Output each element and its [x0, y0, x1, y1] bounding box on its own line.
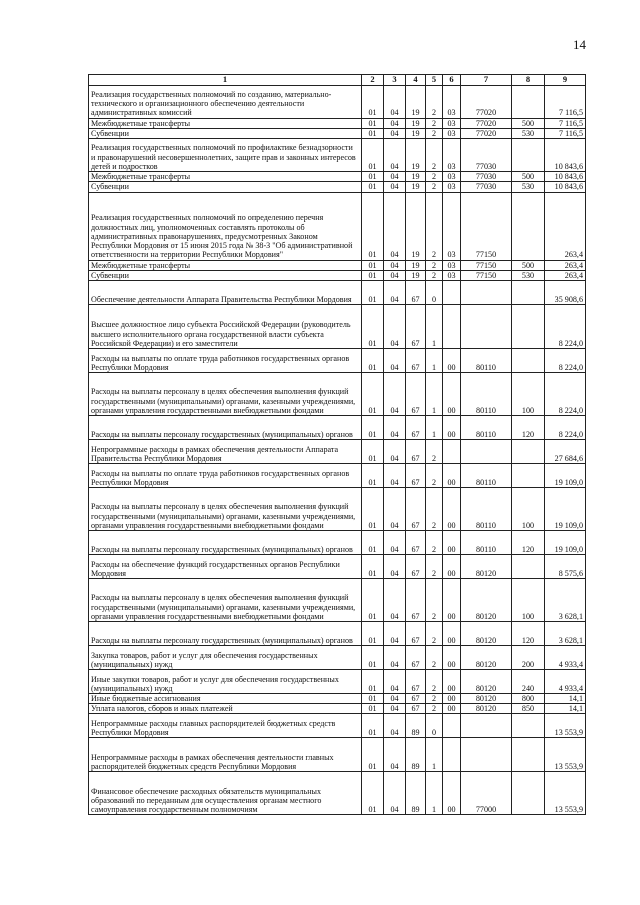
expense-code-cell [461, 281, 512, 305]
table-row [89, 182, 586, 192]
subprogram-code-cell: 1 [426, 772, 443, 815]
amount-cell: 19 109,0 [545, 464, 586, 488]
amount-cell: 19 109,0 [545, 488, 586, 531]
table-row [89, 305, 586, 349]
amount-cell: 27 684,6 [545, 440, 586, 464]
direction-code-cell: 03 [443, 182, 461, 192]
expense-type-cell: 120 [512, 416, 545, 440]
expense-code-cell: 77030 [461, 172, 512, 182]
amount-cell: 7 116,5 [545, 128, 586, 138]
subprogram-code-cell: 2 [426, 192, 443, 260]
expense-type-cell: 200 [512, 646, 545, 670]
row-name-cell: Уплата налогов, сборов и иных платежей [89, 704, 362, 714]
section-code-cell: 01 [362, 182, 384, 192]
row-name-cell: Иные бюджетные ассигнования [89, 694, 362, 704]
subprogram-code-cell: 2 [426, 118, 443, 128]
amount-cell: 263,4 [545, 192, 586, 260]
row-name-cell: Расходы на выплаты персоналу государственных (муниципальных) органов [89, 531, 362, 555]
program-code-cell: 67 [406, 670, 426, 694]
table-row [89, 416, 586, 440]
table-row [89, 694, 586, 704]
subprogram-code-cell: 2 [426, 172, 443, 182]
subprogram-code-cell: 2 [426, 139, 443, 172]
direction-code-cell [443, 281, 461, 305]
row-name-cell: Расходы на выплаты персоналу государственных (муниципальных) органов [89, 622, 362, 646]
column-header: 2 [362, 75, 384, 86]
expense-code-cell: 77030 [461, 139, 512, 172]
subsection-code-cell: 04 [384, 772, 406, 815]
subsection-code-cell: 04 [384, 670, 406, 694]
expense-type-cell [512, 349, 545, 373]
subsection-code-cell: 04 [384, 694, 406, 704]
table-row [89, 714, 586, 738]
program-code-cell: 19 [406, 260, 426, 270]
subprogram-code-cell: 2 [426, 622, 443, 646]
table-body [89, 85, 586, 815]
table-row [89, 440, 586, 464]
expense-code-cell: 80110 [461, 373, 512, 416]
direction-code-cell: 00 [443, 416, 461, 440]
direction-code-cell: 03 [443, 270, 461, 280]
row-name-cell: Межбюджетные трансферты [89, 118, 362, 128]
row-name-cell: Реализация государственных полномочий по определению перечня должностных лиц, уполномоченных составлять протоколы об административных правонарушениях, предусмотренных Законом Республики Мордовия от 15 июня 2015 года № 38-З "Об административной ответственности на территории Республики Мордовия" [89, 192, 362, 260]
subprogram-code-cell: 1 [426, 416, 443, 440]
direction-code-cell [443, 440, 461, 464]
table-row [89, 772, 586, 815]
amount-cell: 19 109,0 [545, 531, 586, 555]
direction-code-cell: 00 [443, 622, 461, 646]
table-row [89, 738, 586, 772]
direction-code-cell: 00 [443, 646, 461, 670]
expense-type-cell [512, 738, 545, 772]
subprogram-code-cell: 2 [426, 670, 443, 694]
column-header: 7 [461, 75, 512, 86]
expense-code-cell [461, 738, 512, 772]
subsection-code-cell: 04 [384, 579, 406, 622]
program-code-cell: 67 [406, 555, 426, 579]
program-code-cell: 67 [406, 694, 426, 704]
direction-code-cell [443, 714, 461, 738]
expense-type-cell [512, 139, 545, 172]
program-code-cell: 19 [406, 139, 426, 172]
expense-type-cell: 500 [512, 172, 545, 182]
table-row [89, 260, 586, 270]
subsection-code-cell: 04 [384, 305, 406, 349]
expense-type-cell: 500 [512, 260, 545, 270]
expense-type-cell: 120 [512, 531, 545, 555]
section-code-cell: 01 [362, 305, 384, 349]
subprogram-code-cell: 2 [426, 128, 443, 138]
expense-type-cell [512, 85, 545, 118]
table-row [89, 646, 586, 670]
expense-type-cell: 850 [512, 704, 545, 714]
program-code-cell: 89 [406, 714, 426, 738]
subprogram-code-cell: 1 [426, 373, 443, 416]
expense-type-cell: 100 [512, 579, 545, 622]
program-code-cell: 19 [406, 172, 426, 182]
table-row [89, 464, 586, 488]
subprogram-code-cell: 0 [426, 281, 443, 305]
row-name-cell: Расходы на обеспечение функций государственных органов Республики Мордовия [89, 555, 362, 579]
row-name-cell: Субвенции [89, 270, 362, 280]
expense-type-cell: 120 [512, 622, 545, 646]
subsection-code-cell: 04 [384, 646, 406, 670]
row-name-cell: Непрограммные расходы в рамках обеспечения деятельности Аппарата Правительства Республики Мордовия [89, 440, 362, 464]
subsection-code-cell: 04 [384, 349, 406, 373]
subprogram-code-cell: 2 [426, 488, 443, 531]
row-name-cell: Расходы на выплаты по оплате труда работников государственных органов Республики Мордовия [89, 349, 362, 373]
subsection-code-cell: 04 [384, 704, 406, 714]
expense-code-cell: 77150 [461, 192, 512, 260]
section-code-cell: 01 [362, 464, 384, 488]
program-code-cell: 67 [406, 579, 426, 622]
subsection-code-cell: 04 [384, 118, 406, 128]
section-code-cell: 01 [362, 172, 384, 182]
subsection-code-cell: 04 [384, 139, 406, 172]
section-code-cell: 01 [362, 118, 384, 128]
row-name-cell: Непрограммные расходы главных распорядителей бюджетных средств Республики Мордовия [89, 714, 362, 738]
row-name-cell: Субвенции [89, 128, 362, 138]
expense-type-cell [512, 555, 545, 579]
expense-code-cell: 80110 [461, 416, 512, 440]
program-code-cell: 19 [406, 128, 426, 138]
program-code-cell: 67 [406, 646, 426, 670]
program-code-cell: 67 [406, 373, 426, 416]
direction-code-cell: 03 [443, 192, 461, 260]
subsection-code-cell: 04 [384, 270, 406, 280]
row-name-cell: Расходы на выплаты персоналу государственных (муниципальных) органов [89, 416, 362, 440]
expense-type-cell: 530 [512, 182, 545, 192]
expense-code-cell [461, 714, 512, 738]
expense-code-cell: 80120 [461, 555, 512, 579]
table-row [89, 555, 586, 579]
program-code-cell: 67 [406, 531, 426, 555]
amount-cell: 8 575,6 [545, 555, 586, 579]
amount-cell: 7 116,5 [545, 118, 586, 128]
program-code-cell: 67 [406, 440, 426, 464]
program-code-cell: 67 [406, 281, 426, 305]
expense-type-cell: 800 [512, 694, 545, 704]
row-name-cell: Расходы на выплаты персоналу в целях обеспечения выполнения функций государственными (муниципальными) органами, казенными учреждениями, органами управления государственными внебюджетными фондами [89, 488, 362, 531]
section-code-cell: 01 [362, 555, 384, 579]
row-name-cell: Закупка товаров, работ и услуг для обеспечения государственных (муниципальных) нужд [89, 646, 362, 670]
budget-table [88, 74, 586, 815]
program-code-cell: 67 [406, 349, 426, 373]
expense-code-cell: 80120 [461, 704, 512, 714]
expense-code-cell: 77030 [461, 182, 512, 192]
section-code-cell: 01 [362, 281, 384, 305]
amount-cell: 8 224,0 [545, 305, 586, 349]
table-row [89, 349, 586, 373]
expense-type-cell [512, 714, 545, 738]
expense-code-cell: 77000 [461, 772, 512, 815]
expense-type-cell: 100 [512, 488, 545, 531]
amount-cell: 3 628,1 [545, 622, 586, 646]
expense-code-cell: 80120 [461, 646, 512, 670]
expense-type-cell [512, 772, 545, 815]
section-code-cell: 01 [362, 531, 384, 555]
subsection-code-cell: 04 [384, 531, 406, 555]
column-header: 3 [384, 75, 406, 86]
row-name-cell: Расходы на выплаты персоналу в целях обеспечения выполнения функций государственными (муниципальными) органами, казенными учреждениями, органами управления государственными внебюджетными фондами [89, 373, 362, 416]
expense-type-cell: 530 [512, 270, 545, 280]
row-name-cell: Межбюджетные трансферты [89, 260, 362, 270]
table-row [89, 281, 586, 305]
section-code-cell: 01 [362, 416, 384, 440]
column-header: 9 [545, 75, 586, 86]
program-code-cell: 19 [406, 85, 426, 118]
table-row [89, 270, 586, 280]
amount-cell: 3 628,1 [545, 579, 586, 622]
amount-cell: 8 224,0 [545, 349, 586, 373]
column-header: 5 [426, 75, 443, 86]
column-header: 8 [512, 75, 545, 86]
expense-code-cell: 80120 [461, 670, 512, 694]
subsection-code-cell: 04 [384, 488, 406, 531]
subsection-code-cell: 04 [384, 416, 406, 440]
row-name-cell: Реализация государственных полномочий по созданию, материально-технического и организационного обеспечению деятельности административных комиссий [89, 85, 362, 118]
subprogram-code-cell: 1 [426, 738, 443, 772]
section-code-cell: 01 [362, 714, 384, 738]
program-code-cell: 67 [406, 622, 426, 646]
section-code-cell: 01 [362, 772, 384, 815]
program-code-cell: 89 [406, 738, 426, 772]
section-code-cell: 01 [362, 704, 384, 714]
table-row [89, 579, 586, 622]
direction-code-cell: 00 [443, 464, 461, 488]
expense-code-cell: 77020 [461, 118, 512, 128]
table-row [89, 172, 586, 182]
section-code-cell: 01 [362, 646, 384, 670]
section-code-cell: 01 [362, 128, 384, 138]
subsection-code-cell: 04 [384, 85, 406, 118]
subprogram-code-cell: 1 [426, 305, 443, 349]
direction-code-cell [443, 738, 461, 772]
subprogram-code-cell: 0 [426, 714, 443, 738]
direction-code-cell: 00 [443, 488, 461, 531]
direction-code-cell: 00 [443, 694, 461, 704]
program-code-cell: 67 [406, 488, 426, 531]
row-name-cell: Расходы на выплаты по оплате труда работников государственных органов Республики Мордовия [89, 464, 362, 488]
section-code-cell: 01 [362, 670, 384, 694]
direction-code-cell: 00 [443, 772, 461, 815]
subsection-code-cell: 04 [384, 622, 406, 646]
table-row [89, 531, 586, 555]
subsection-code-cell: 04 [384, 192, 406, 260]
expense-code-cell: 80120 [461, 579, 512, 622]
row-name-cell: Иные закупки товаров, работ и услуг для обеспечения государственных (муниципальных) нужд [89, 670, 362, 694]
table-row [89, 85, 586, 118]
subprogram-code-cell: 2 [426, 182, 443, 192]
row-name-cell: Субвенции [89, 182, 362, 192]
expense-code-cell: 77020 [461, 128, 512, 138]
amount-cell: 263,4 [545, 260, 586, 270]
program-code-cell: 67 [406, 464, 426, 488]
table-row [89, 704, 586, 714]
expense-code-cell: 80120 [461, 622, 512, 646]
subsection-code-cell: 04 [384, 738, 406, 772]
amount-cell: 10 843,6 [545, 139, 586, 172]
program-code-cell: 67 [406, 416, 426, 440]
expense-code-cell: 80110 [461, 531, 512, 555]
subprogram-code-cell: 1 [426, 349, 443, 373]
amount-cell: 8 224,0 [545, 373, 586, 416]
expense-code-cell [461, 305, 512, 349]
subprogram-code-cell: 2 [426, 464, 443, 488]
amount-cell: 10 843,6 [545, 172, 586, 182]
subsection-code-cell: 04 [384, 182, 406, 192]
amount-cell: 4 933,4 [545, 646, 586, 670]
subprogram-code-cell: 2 [426, 646, 443, 670]
column-header: 4 [406, 75, 426, 86]
section-code-cell: 01 [362, 349, 384, 373]
subprogram-code-cell: 2 [426, 260, 443, 270]
table-row [89, 192, 586, 260]
program-code-cell: 19 [406, 182, 426, 192]
direction-code-cell: 00 [443, 349, 461, 373]
amount-cell: 263,4 [545, 270, 586, 280]
expense-code-cell [461, 440, 512, 464]
direction-code-cell: 03 [443, 128, 461, 138]
amount-cell: 13 553,9 [545, 772, 586, 815]
section-code-cell: 01 [362, 694, 384, 704]
expense-type-cell [512, 464, 545, 488]
table-row [89, 139, 586, 172]
row-name-cell: Межбюджетные трансферты [89, 172, 362, 182]
table-row [89, 622, 586, 646]
section-code-cell: 01 [362, 579, 384, 622]
column-header: 1 [89, 75, 362, 86]
program-code-cell: 19 [406, 270, 426, 280]
table-row [89, 373, 586, 416]
expense-type-cell: 530 [512, 128, 545, 138]
amount-cell: 35 908,6 [545, 281, 586, 305]
section-code-cell: 01 [362, 139, 384, 172]
amount-cell: 7 116,5 [545, 85, 586, 118]
expense-code-cell: 80120 [461, 694, 512, 704]
program-code-cell: 67 [406, 704, 426, 714]
row-name-cell: Расходы на выплаты персоналу в целях обеспечения выполнения функций государственными (муниципальными) органами, казенными учреждениями, органами управления государственными внебюджетными фондами [89, 579, 362, 622]
direction-code-cell: 03 [443, 172, 461, 182]
program-code-cell: 67 [406, 305, 426, 349]
expense-type-cell: 240 [512, 670, 545, 694]
direction-code-cell: 00 [443, 373, 461, 416]
table-row [89, 670, 586, 694]
subsection-code-cell: 04 [384, 281, 406, 305]
subsection-code-cell: 04 [384, 128, 406, 138]
subprogram-code-cell: 2 [426, 555, 443, 579]
amount-cell: 14,1 [545, 704, 586, 714]
subprogram-code-cell: 2 [426, 579, 443, 622]
direction-code-cell: 00 [443, 531, 461, 555]
direction-code-cell [443, 305, 461, 349]
amount-cell: 13 553,9 [545, 714, 586, 738]
expense-type-cell [512, 440, 545, 464]
section-code-cell: 01 [362, 260, 384, 270]
table-row [89, 128, 586, 138]
expense-type-cell [512, 305, 545, 349]
section-code-cell: 01 [362, 373, 384, 416]
subsection-code-cell: 04 [384, 555, 406, 579]
expense-code-cell: 77150 [461, 270, 512, 280]
direction-code-cell: 00 [443, 670, 461, 694]
subsection-code-cell: 04 [384, 260, 406, 270]
row-name-cell: Реализация государственных полномочий по профилактике безнадзорности и правонарушений несовершеннолетних, защите прав и законных интересов детей и подростков [89, 139, 362, 172]
program-code-cell: 19 [406, 192, 426, 260]
expense-code-cell: 80110 [461, 488, 512, 531]
expense-type-cell [512, 281, 545, 305]
table-row [89, 488, 586, 531]
expense-code-cell: 77150 [461, 260, 512, 270]
section-code-cell: 01 [362, 270, 384, 280]
expense-type-cell: 100 [512, 373, 545, 416]
amount-cell: 13 553,9 [545, 738, 586, 772]
direction-code-cell: 00 [443, 704, 461, 714]
expense-code-cell: 80110 [461, 349, 512, 373]
amount-cell: 10 843,6 [545, 182, 586, 192]
amount-cell: 4 933,4 [545, 670, 586, 694]
expense-code-cell: 80110 [461, 464, 512, 488]
direction-code-cell: 03 [443, 118, 461, 128]
expense-type-cell: 500 [512, 118, 545, 128]
section-code-cell: 01 [362, 85, 384, 118]
section-code-cell: 01 [362, 488, 384, 531]
subsection-code-cell: 04 [384, 172, 406, 182]
subsection-code-cell: 04 [384, 373, 406, 416]
program-code-cell: 89 [406, 772, 426, 815]
section-code-cell: 01 [362, 440, 384, 464]
direction-code-cell: 03 [443, 260, 461, 270]
row-name-cell: Высшее должностное лицо субъекта Российской Федерации (руководитель высшего исполнительного органа государственной власти субъекта Российской Федерации) и его заместители [89, 305, 362, 349]
direction-code-cell: 03 [443, 85, 461, 118]
subprogram-code-cell: 2 [426, 704, 443, 714]
subprogram-code-cell: 2 [426, 694, 443, 704]
subsection-code-cell: 04 [384, 440, 406, 464]
subsection-code-cell: 04 [384, 714, 406, 738]
program-code-cell: 19 [406, 118, 426, 128]
section-code-cell: 01 [362, 738, 384, 772]
direction-code-cell: 00 [443, 555, 461, 579]
table-header-row [89, 75, 586, 86]
expense-type-cell [512, 192, 545, 260]
subprogram-code-cell: 2 [426, 440, 443, 464]
table-row [89, 118, 586, 128]
subprogram-code-cell: 2 [426, 531, 443, 555]
row-name-cell: Финансовое обеспечение расходных обязательств муниципальных образований по переданным для осуществления органам местного самоуправления государственным полномочиям [89, 772, 362, 815]
row-name-cell: Обеспечение деятельности Аппарата Правительства Республики Мордовия [89, 281, 362, 305]
section-code-cell: 01 [362, 622, 384, 646]
expense-code-cell: 77020 [461, 85, 512, 118]
column-header: 6 [443, 75, 461, 86]
page-number: 14 [573, 37, 586, 52]
subsection-code-cell: 04 [384, 464, 406, 488]
amount-cell: 8 224,0 [545, 416, 586, 440]
direction-code-cell: 03 [443, 139, 461, 172]
subprogram-code-cell: 2 [426, 85, 443, 118]
section-code-cell: 01 [362, 192, 384, 260]
direction-code-cell: 00 [443, 579, 461, 622]
amount-cell: 14,1 [545, 694, 586, 704]
row-name-cell: Непрограммные расходы в рамках обеспечения деятельности главных распорядителей бюджетных средств Республики Мордовия [89, 738, 362, 772]
subprogram-code-cell: 2 [426, 270, 443, 280]
